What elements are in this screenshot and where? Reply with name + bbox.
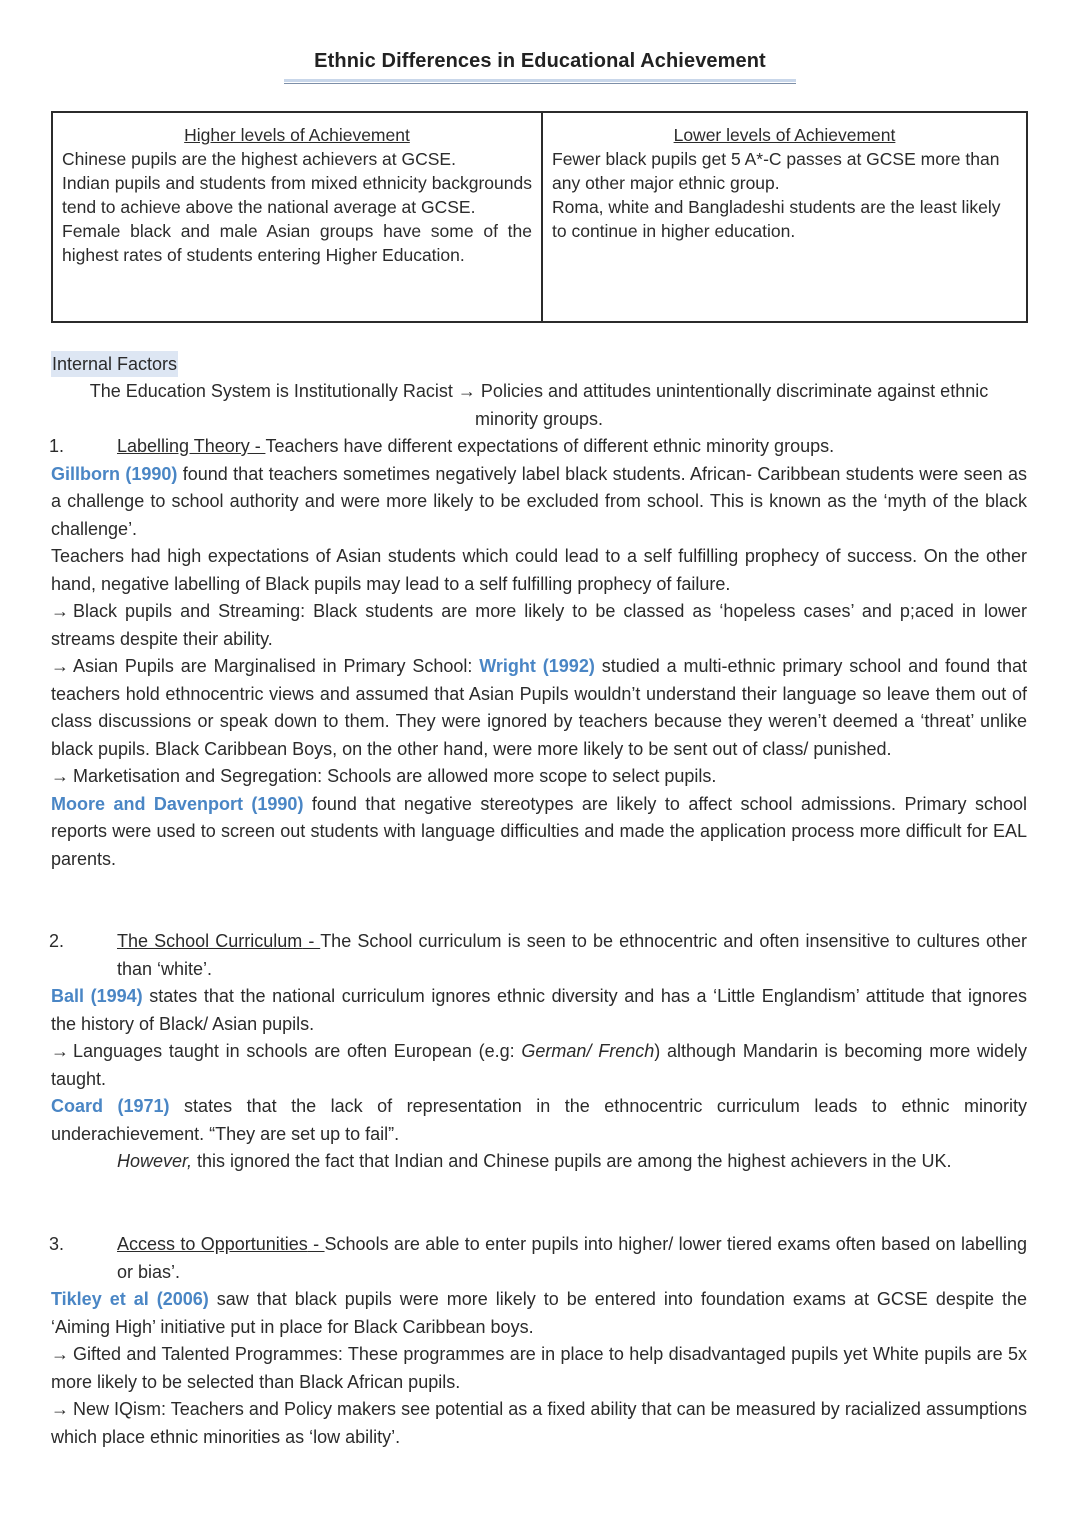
arrow-icon: → xyxy=(51,1041,69,1061)
languages-text-a: Languages taught in schools are often European (e.g: xyxy=(73,1041,522,1061)
item-number: 3. xyxy=(49,1234,65,1254)
lower-achievement-text-1: Fewer black pupils get 5 A*-C passes at GCSE more than any other major ethnic group. xyxy=(552,149,1000,193)
however-paragraph xyxy=(51,1148,1027,1176)
citation-ball: Ball (1994) xyxy=(51,986,143,1006)
school-curriculum-item xyxy=(51,928,1027,983)
gifted-paragraph xyxy=(51,1341,1027,1396)
gifted-text: Gifted and Talented Programmes: These programmes are in place to help disadvantaged pupils yet White pupils are 5x more likely to be selected than Black African pupils. xyxy=(51,1344,1027,1392)
ball-paragraph xyxy=(51,983,1027,1038)
achievement-table xyxy=(51,111,1028,323)
marginalised-paragraph xyxy=(51,653,1027,763)
gillborn-paragraph xyxy=(51,461,1027,544)
arrow-icon: → xyxy=(51,656,69,676)
school-curriculum-desc: The School curriculum is seen to be ethnocentric and often insensitive to cultures other than ‘white’. xyxy=(117,931,1027,979)
languages-text-b: ) although Mandarin is becoming more widely taught. xyxy=(51,1041,1027,1089)
marketisation-paragraph xyxy=(51,763,1027,791)
streaming-paragraph xyxy=(51,598,1027,653)
title-underline-shadow xyxy=(284,83,796,84)
title-separator: - xyxy=(302,931,321,951)
access-opportunities-desc: Schools are able to enter pupils into higher/ lower tiered exams often based on labelling or bias’. xyxy=(117,1234,1027,1282)
title-separator: - xyxy=(307,1234,325,1254)
lower-achievement-text-2: Roma, white and Bangladeshi students are the least likely to continue in higher education. xyxy=(552,197,1001,241)
iqism-text: New IQism: Teachers and Policy makers see potential as a fixed ability that can be measured by racialized assumptions which place ethnic minorities as ‘low ability’. xyxy=(51,1399,1027,1447)
arrow-icon: → xyxy=(51,601,69,621)
however-word: However, xyxy=(117,1151,193,1171)
iqism-paragraph xyxy=(51,1396,1027,1451)
moore-davenport-text: found that negative stereotypes are likely to affect school admissions. Primary school reports were used to screen out students with language difficulties and made the application process more difficult for EAL parents. xyxy=(51,793,1027,869)
however-text: this ignored the fact that Indian and Chinese pupils are among the highest achievers in the UK. xyxy=(192,1151,952,1171)
labelling-theory-title: Labelling Theory - xyxy=(117,436,266,456)
gillborn-text: found that teachers sometimes negatively label black students. African- Caribbean students were seen as a challenge to school authority and were more likely to be excluded from school. This is known as the ‘myth of the black challenge’. xyxy=(51,463,1027,539)
tikley-paragraph xyxy=(51,1286,1027,1341)
section-labelling-theory xyxy=(51,433,1027,873)
section-access-opportunities xyxy=(51,1231,1027,1451)
moore-davenport-paragraph xyxy=(51,791,1027,874)
title-underline xyxy=(284,79,796,82)
marketisation-text: Marketisation and Segregation: Schools are allowed more scope to select pupils. xyxy=(73,766,717,786)
marginalised-text-a: Asian Pupils are Marginalised in Primary School: xyxy=(73,656,480,676)
citation-coard: Coard (1971) xyxy=(51,1096,170,1116)
item-number: 2. xyxy=(49,931,65,951)
section-school-curriculum xyxy=(51,928,1027,1176)
page-title: Ethnic Differences in Educational Achievement xyxy=(314,50,766,72)
arrow-icon: → xyxy=(51,766,69,786)
higher-achievement-cell xyxy=(52,112,542,322)
access-opportunities-title: Access to Opportunities xyxy=(117,1234,308,1254)
arrow-icon: → xyxy=(51,1399,69,1419)
school-curriculum-title: The School Curriculum xyxy=(117,931,303,951)
marginalised-text-b: studied a multi-ethnic primary school and found that teachers hold ethnocentric views and assumed that Asian Pupils wouldn’t understand their language so leave them out of class discussions or speak down to them. They were ignored by teachers because they weren’t deemed a ‘threat’ unlike black pupils. Black Caribbean Boys, on the other hand, were more likely to be sent out of class/ punished. xyxy=(51,656,1028,759)
citation-tikley: Tikley et al (2006) xyxy=(51,1289,209,1309)
citation-moore-davenport: Moore and Davenport (1990) xyxy=(51,793,304,814)
ball-text: states that the national curriculum ignores ethnic diversity and has a ‘Little Englandism’ attitude that ignores the history of Black/ Asian pupils. xyxy=(51,986,1027,1034)
labelling-theory-item xyxy=(51,433,1027,461)
coard-text: states that the lack of representation in the ethnocentric curriculum leads to ethnic minority underachievement. “They are set up to fail”. xyxy=(51,1096,1027,1144)
streaming-text: Black pupils and Streaming: Black students are more likely to be classed as ‘hopeless cases’ and p;aced in lower streams despite their ability. xyxy=(51,601,1027,649)
higher-achievement-heading: Higher levels of Achievement xyxy=(184,125,410,145)
languages-examples: German/ French xyxy=(521,1041,655,1061)
higher-achievement-text-1: Chinese pupils are the highest achievers at GCSE. xyxy=(62,149,456,169)
arrow-icon: → xyxy=(51,1344,69,1364)
languages-paragraph xyxy=(51,1038,1027,1093)
institutional-racism-intro: The Education System is Institutionally Racist → Policies and attitudes unintentionally discriminate against ethnic minority groups. xyxy=(89,381,989,429)
item-number: 1. xyxy=(49,436,65,456)
higher-achievement-text-3: Female black and male Asian groups have some of the highest rates of students entering Higher Education. xyxy=(62,221,532,265)
internal-factors-heading: Internal Factors xyxy=(51,351,178,377)
lower-achievement-cell xyxy=(542,112,1027,322)
citation-gillborn: Gillborn (1990) xyxy=(51,463,178,484)
coard-paragraph xyxy=(51,1093,1027,1148)
access-opportunities-item xyxy=(51,1231,1027,1286)
lower-achievement-heading: Lower levels of Achievement xyxy=(673,125,896,145)
citation-wright: Wright (1992) xyxy=(479,656,595,676)
tikley-text: saw that black pupils were more likely to be entered into foundation exams at GCSE despite the ‘Aiming High’ initiative put in place for Black Caribbean boys. xyxy=(51,1289,1027,1337)
expectations-paragraph: Teachers had high expectations of Asian students which could lead to a self fulfilling prophecy of success. On the other hand, negative labelling of Black pupils may lead to a self fulfilling prophecy of failure. xyxy=(51,546,1027,594)
higher-achievement-text-2: Indian pupils and students from mixed ethnicity backgrounds tend to achieve above the national average at GCSE. xyxy=(62,173,532,217)
labelling-theory-desc: Teachers have different expectations of different ethnic minority groups. xyxy=(265,436,835,456)
